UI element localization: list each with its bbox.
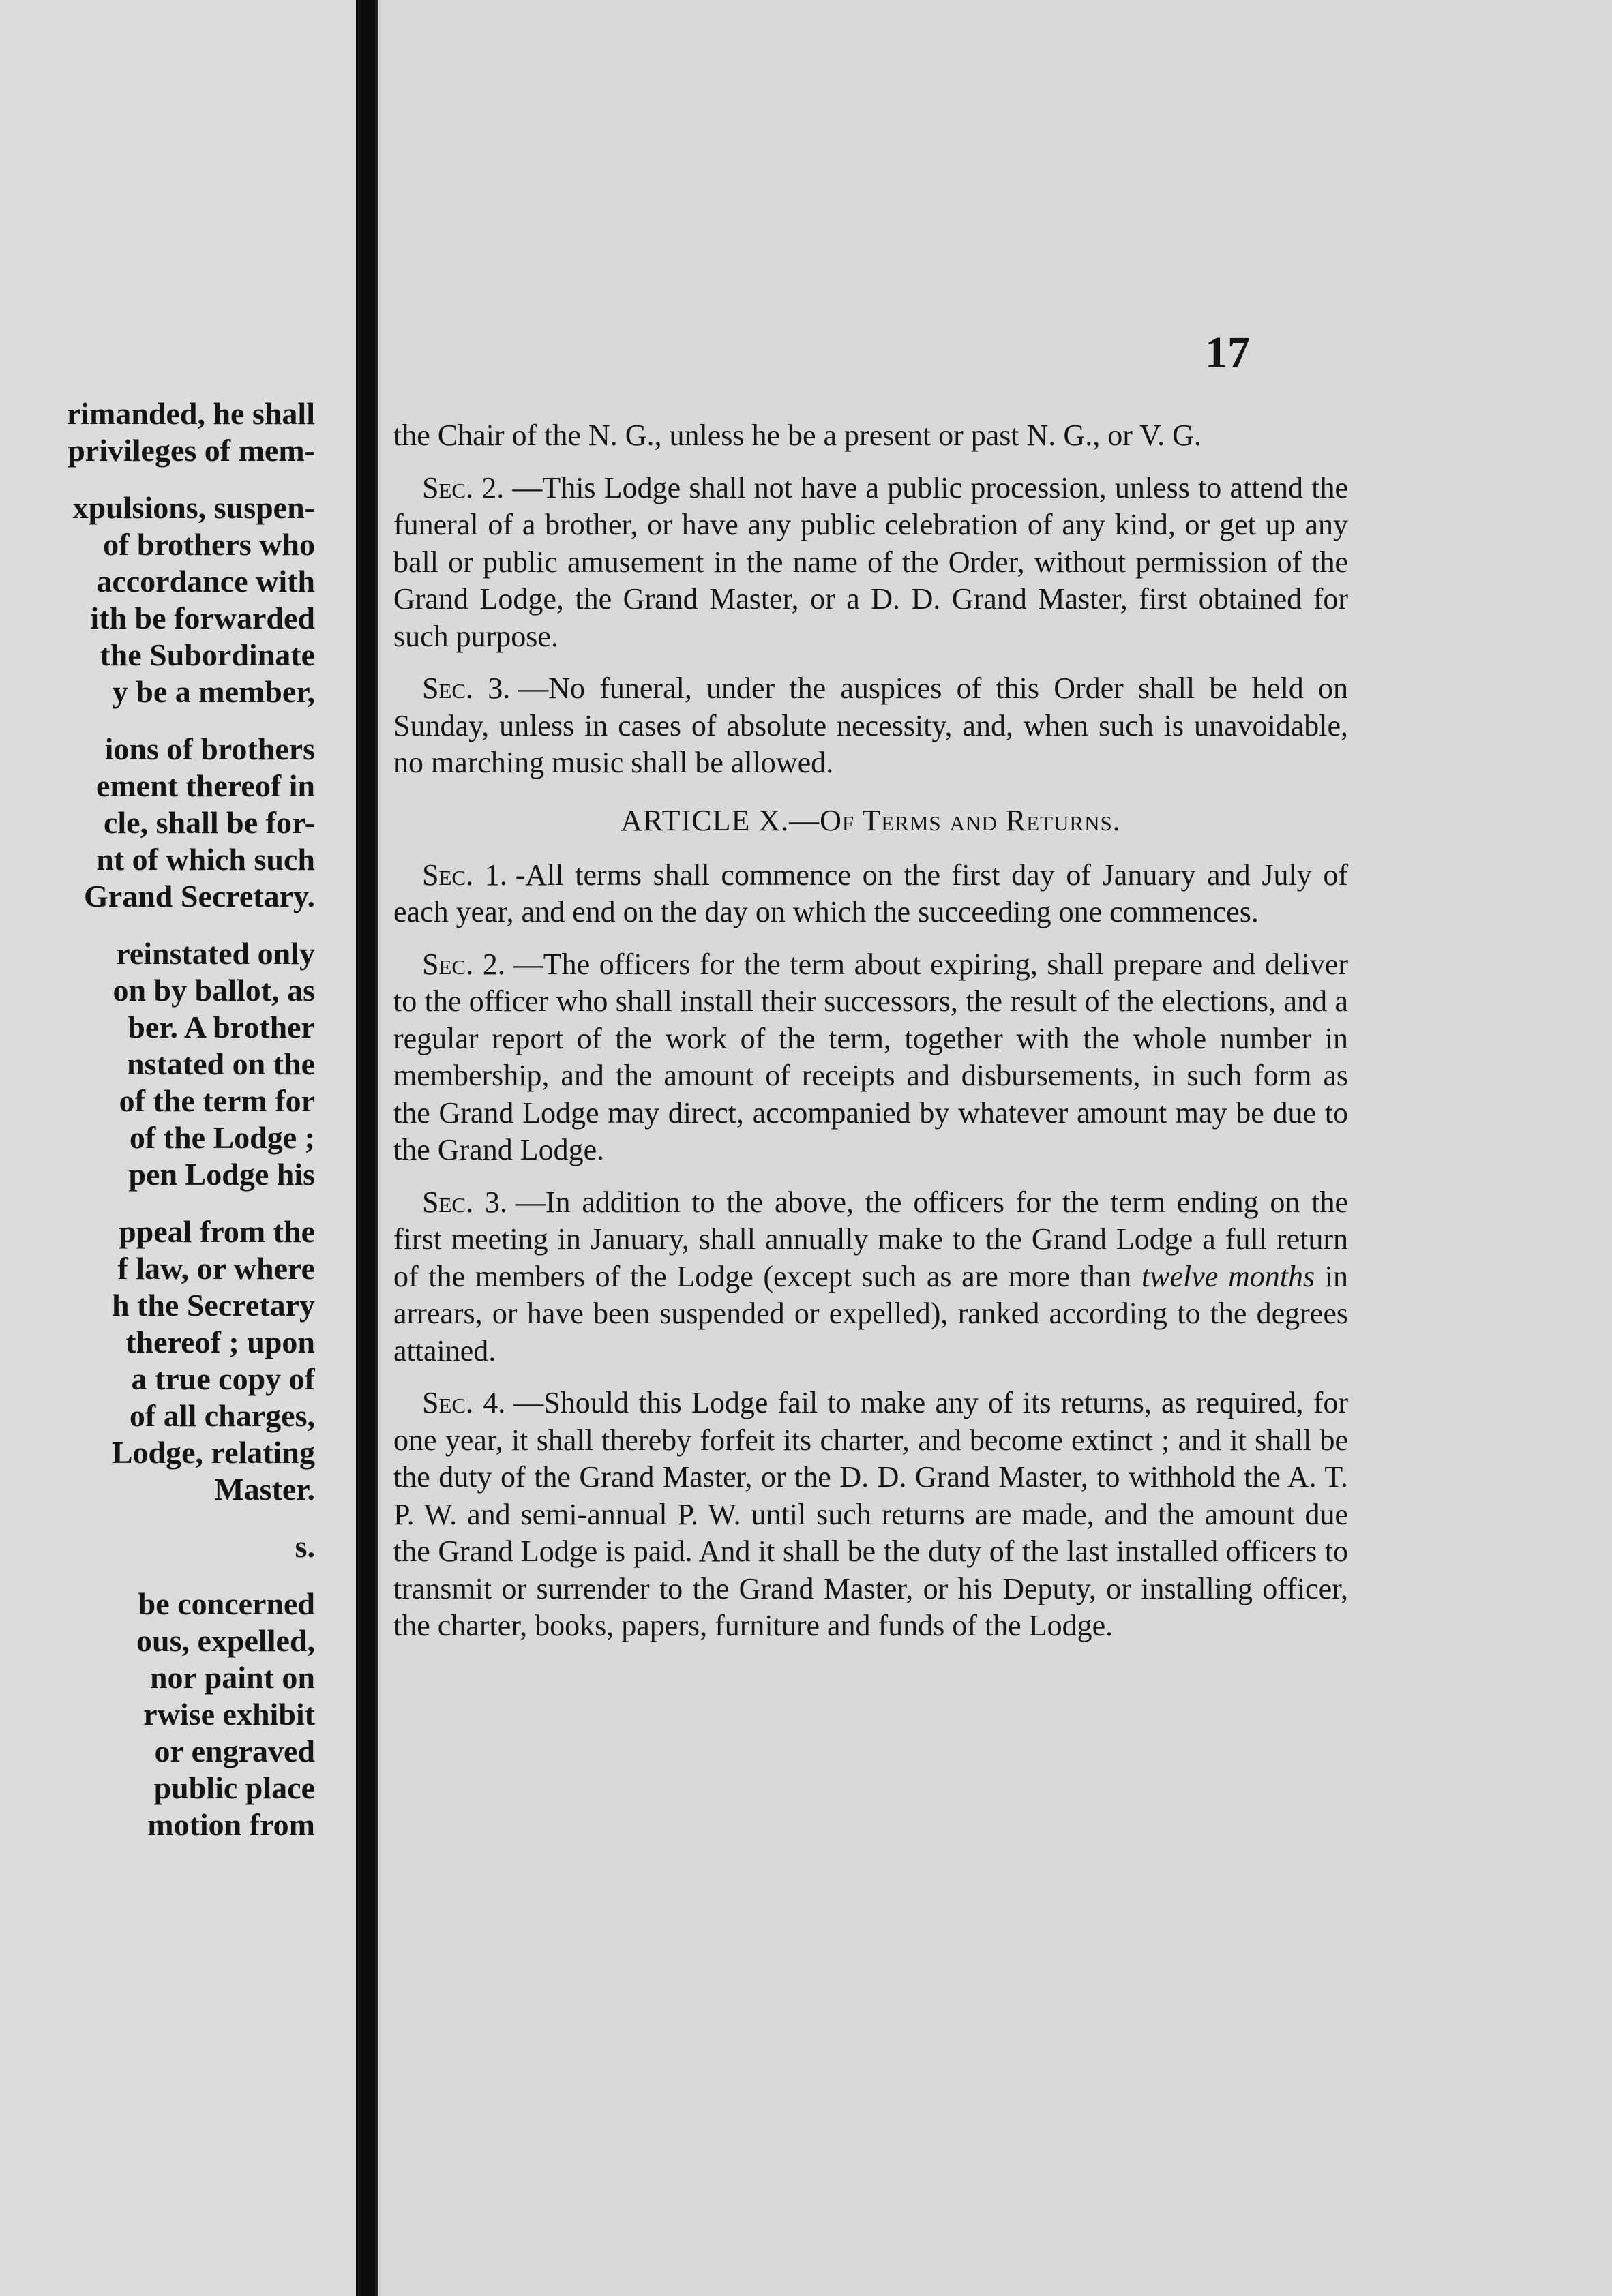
left-text-line: nor paint on: [149, 1660, 315, 1695]
left-text-line: rimanded, he shall: [66, 396, 315, 431]
left-text-line: Grand Secretary.: [84, 879, 315, 913]
left-text-line: Lodge, relating: [111, 1435, 315, 1470]
continuation-paragraph: the Chair of the N. G., unless he be a present or past N. G., or V. G.: [393, 419, 1201, 452]
left-text-line: privileges of mem-: [68, 433, 315, 468]
left-text-line: nstated on the: [126, 1046, 315, 1081]
left-page-fragment: [0, 0, 361, 2296]
left-text-line: rwise exhibit: [143, 1697, 315, 1732]
left-text-line: ous, expelled,: [136, 1623, 315, 1658]
left-text-block: [0, 489, 315, 710]
section-text: —The officers for the term about expiring, shall prepare and deliver to the officer who shall install their successors, the result of the elections, and a regular report of the work of the term, together with the whole number in membership, and the amount of receipts and disbursements, in such form as the Grand Lodge may direct, accompanied by whatever amount may be due to the Grand Lodge.: [393, 947, 1349, 1166]
left-text-block: [0, 1213, 315, 1508]
section-text: -All terms shall commence on the first day of January and July of each year, and end on the day on which the succeeding one commences.: [393, 858, 1348, 928]
left-text-line: a true copy of: [131, 1361, 315, 1396]
section-text: —Should this Lodge fail to make any of its returns, as required, for one year, it shall thereby forfeit its charter, and become extinct ; and it shall be the duty of the Grand Master, or the D. D. Grand Master, to withhold the A. T. P. W. and semi-annual P. W. until such returns are made, and the amount due the Grand Lodge is paid. And it shall be the duty of the last installed officers to transmit or surrender to the Grand Master, or his Deputy, or installing officer, the charter, books, papers, furniture and funds of the Lodge.: [393, 1386, 1348, 1642]
section-text: —No funeral, under the auspices of this Order shall be held on Sunday, unless in cases of absolute necessity, and, when such is unavoidable, no marching music shall be allowed.: [393, 671, 1348, 779]
section-label: Sec. 2.: [422, 470, 505, 504]
left-text-line: of the term for: [119, 1083, 315, 1118]
article-title: ARTICLE X.—: [621, 803, 820, 837]
left-text-line: ber. A brother: [128, 1010, 315, 1044]
left-text-line: of brothers who: [103, 527, 315, 562]
left-text-line: the Subordinate: [100, 637, 315, 672]
emphasized-text: twelve months: [1141, 1259, 1315, 1293]
section-label: Sec. 3.: [422, 671, 511, 705]
left-text-line: or engraved: [154, 1734, 315, 1768]
left-text-line: of all charges,: [129, 1398, 315, 1433]
left-text-block: [0, 1528, 315, 1565]
left-text-line: reinstated only: [116, 936, 315, 971]
article-ix-section-2: [393, 470, 1348, 656]
left-text-line: cle, shall be for-: [103, 805, 315, 840]
left-text-line: s.: [295, 1529, 315, 1564]
left-text-line: ith be forwarded: [90, 601, 315, 635]
left-text-line: nt of which such: [96, 842, 315, 877]
section-text-continued: in arrears, or have been suspended or expelled), ranked according to the degrees attained.: [393, 1259, 1349, 1368]
left-text-block: [0, 935, 315, 1193]
left-text-line: h the Secretary: [111, 1288, 315, 1323]
left-text-line: motion from: [147, 1807, 315, 1842]
section-label: Sec. 1.: [422, 858, 507, 892]
page-body: [393, 417, 1348, 1660]
article-x-section-2: [393, 946, 1348, 1169]
left-text-line: Master.: [214, 1472, 315, 1507]
left-text-block: [0, 395, 315, 469]
section-label: Sec. 2.: [422, 947, 505, 981]
article-x-section-1: [393, 857, 1348, 931]
article-ix-section-3: [393, 670, 1348, 782]
left-text-line: thereof ; upon: [125, 1325, 315, 1359]
section-label: Sec. 4.: [422, 1386, 506, 1419]
article-subtitle: Of Terms and Returns.: [820, 803, 1121, 837]
left-page-text: [0, 395, 315, 1864]
page-number: 17: [1205, 328, 1250, 378]
left-text-block: [0, 731, 315, 915]
section-text: —In addition to the above, the officers for the term ending on the first meeting in January, shall annually make to the Grand Lodge a full return of the members of the Lodge (except such as are more than: [393, 1185, 1348, 1293]
left-text-line: pen Lodge his: [128, 1157, 315, 1192]
left-text-line: on by ballot, as: [113, 973, 315, 1008]
article-x-section-3: [393, 1184, 1348, 1370]
section-text: —This Lodge shall not have a public procession, unless to attend the funeral of a brother, or have any public celebration of any kind, or get up any ball or public amusement in the name of the Order, without permission of the Grand Lodge, the Grand Master, or a D. D. Grand Master, first obtained for such purpose.: [393, 470, 1348, 653]
section-label: Sec. 3.: [422, 1185, 507, 1219]
left-text-line: f law, or where: [117, 1251, 315, 1286]
left-text-line: of the Lodge ;: [129, 1120, 315, 1155]
left-text-line: ions of brothers: [104, 731, 315, 766]
left-text-line: accordance with: [96, 564, 315, 599]
page-gutter: [361, 0, 375, 2296]
left-text-line: public place: [153, 1770, 315, 1805]
left-text-line: ement thereof in: [95, 768, 315, 803]
left-text-line: ppeal from the: [119, 1214, 315, 1249]
left-text-line: be concerned: [138, 1586, 315, 1621]
article-x-section-4: [393, 1385, 1348, 1645]
left-text-line: y be a member,: [112, 674, 315, 709]
left-text-line: xpulsions, suspen-: [72, 490, 315, 525]
left-text-block: [0, 1586, 315, 1843]
article-x-heading: [393, 802, 1348, 839]
